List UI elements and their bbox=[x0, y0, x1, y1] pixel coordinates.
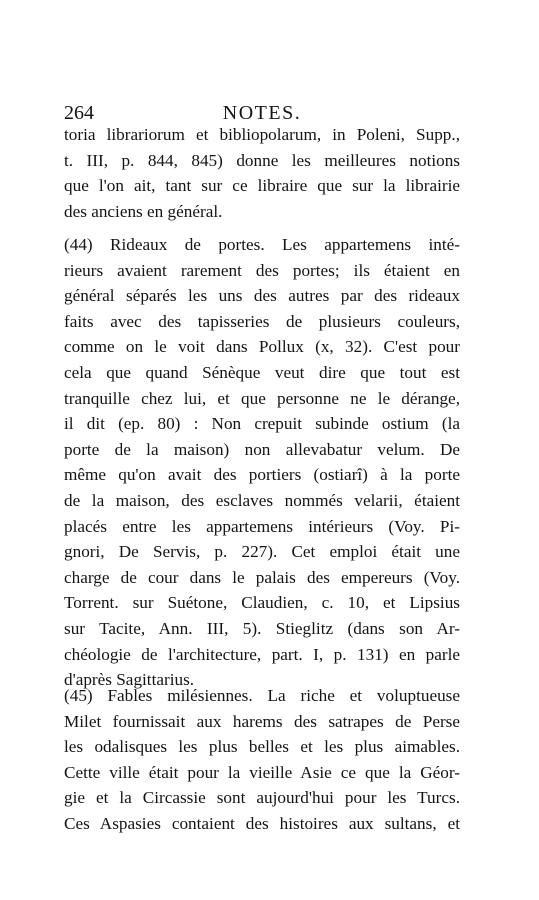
text-line: de la maison, des esclaves nommés velarii, étaient bbox=[64, 490, 460, 510]
text-line: d'après Sagittarius. bbox=[64, 670, 195, 690]
text-line: toria librariorum et bibliopolarum, in Poleni, Supp., bbox=[64, 125, 460, 144]
text-line: Ces Aspasies contaient des histoires aux sultans, et bbox=[64, 813, 460, 833]
text-line: que l'on ait, tant sur ce libraire que sur la librairie bbox=[64, 176, 460, 196]
text-line: sur Tacite, Ann. III, 5). Stieglitz (dans son Ar- bbox=[64, 618, 460, 638]
note-44 bbox=[64, 232, 460, 693]
text-line: même qu'on avait des portiers (ostiarî) à la porte bbox=[64, 465, 460, 485]
text-line: les odalisques les plus belles et les plus aimables. bbox=[64, 737, 460, 757]
text-line: Milet fournissait aux harems des satrapes de Perse bbox=[64, 711, 460, 731]
text-line: gie et la Circassie sont aujourd'hui pour les Turcs. bbox=[64, 788, 460, 808]
paragraph-continuation bbox=[64, 122, 460, 224]
text-line: il dit (ep. 80) : Non crepuit subinde ostium (la bbox=[64, 414, 460, 434]
text-line: charge de cour dans le palais des empereurs (Voy. bbox=[64, 567, 460, 587]
text-line: porte de la maison) non allevabatur velum. De bbox=[64, 439, 460, 459]
text-line: comme on le voit dans Pollux (x, 32). C'est pour bbox=[64, 337, 460, 357]
text-line: général séparés les uns des autres par des rideaux bbox=[64, 286, 460, 306]
page-number: 264 bbox=[64, 102, 94, 124]
text-line: Torrent. sur Suétone, Claudien, c. 10, et Lipsius bbox=[64, 593, 460, 613]
note-45 bbox=[64, 683, 460, 837]
text-line: cela que quand Sénèque veut dire que tout est bbox=[64, 362, 460, 382]
text-line: tranquille chez lui, et que personne ne le dérange, bbox=[64, 388, 460, 408]
text-line: rieurs avaient rarement des portes; ils étaient en bbox=[64, 260, 460, 280]
text-line: chéologie de l'architecture, part. I, p. 131) en parle bbox=[64, 644, 460, 664]
text-line: t. III, p. 844, 845) donne les meilleures notions bbox=[64, 150, 460, 170]
text-line: gnori, De Servis, p. 227). Cet emploi était une bbox=[64, 542, 460, 562]
text-line: faits avec des tapisseries de plusieurs couleurs, bbox=[64, 311, 460, 331]
text-line: placés entre les appartemens intérieurs (Voy. Pi- bbox=[64, 516, 460, 536]
text-line: des anciens en général. bbox=[64, 201, 223, 221]
text-line: Cette ville était pour la vieille Asie ce que la Géor- bbox=[64, 762, 460, 782]
text-line: (45) Fables milésiennes. La riche et voluptueuse bbox=[64, 686, 460, 705]
running-title: NOTES. bbox=[222, 102, 302, 124]
text-line: (44) Rideaux de portes. Les appartemens inté- bbox=[64, 235, 460, 254]
